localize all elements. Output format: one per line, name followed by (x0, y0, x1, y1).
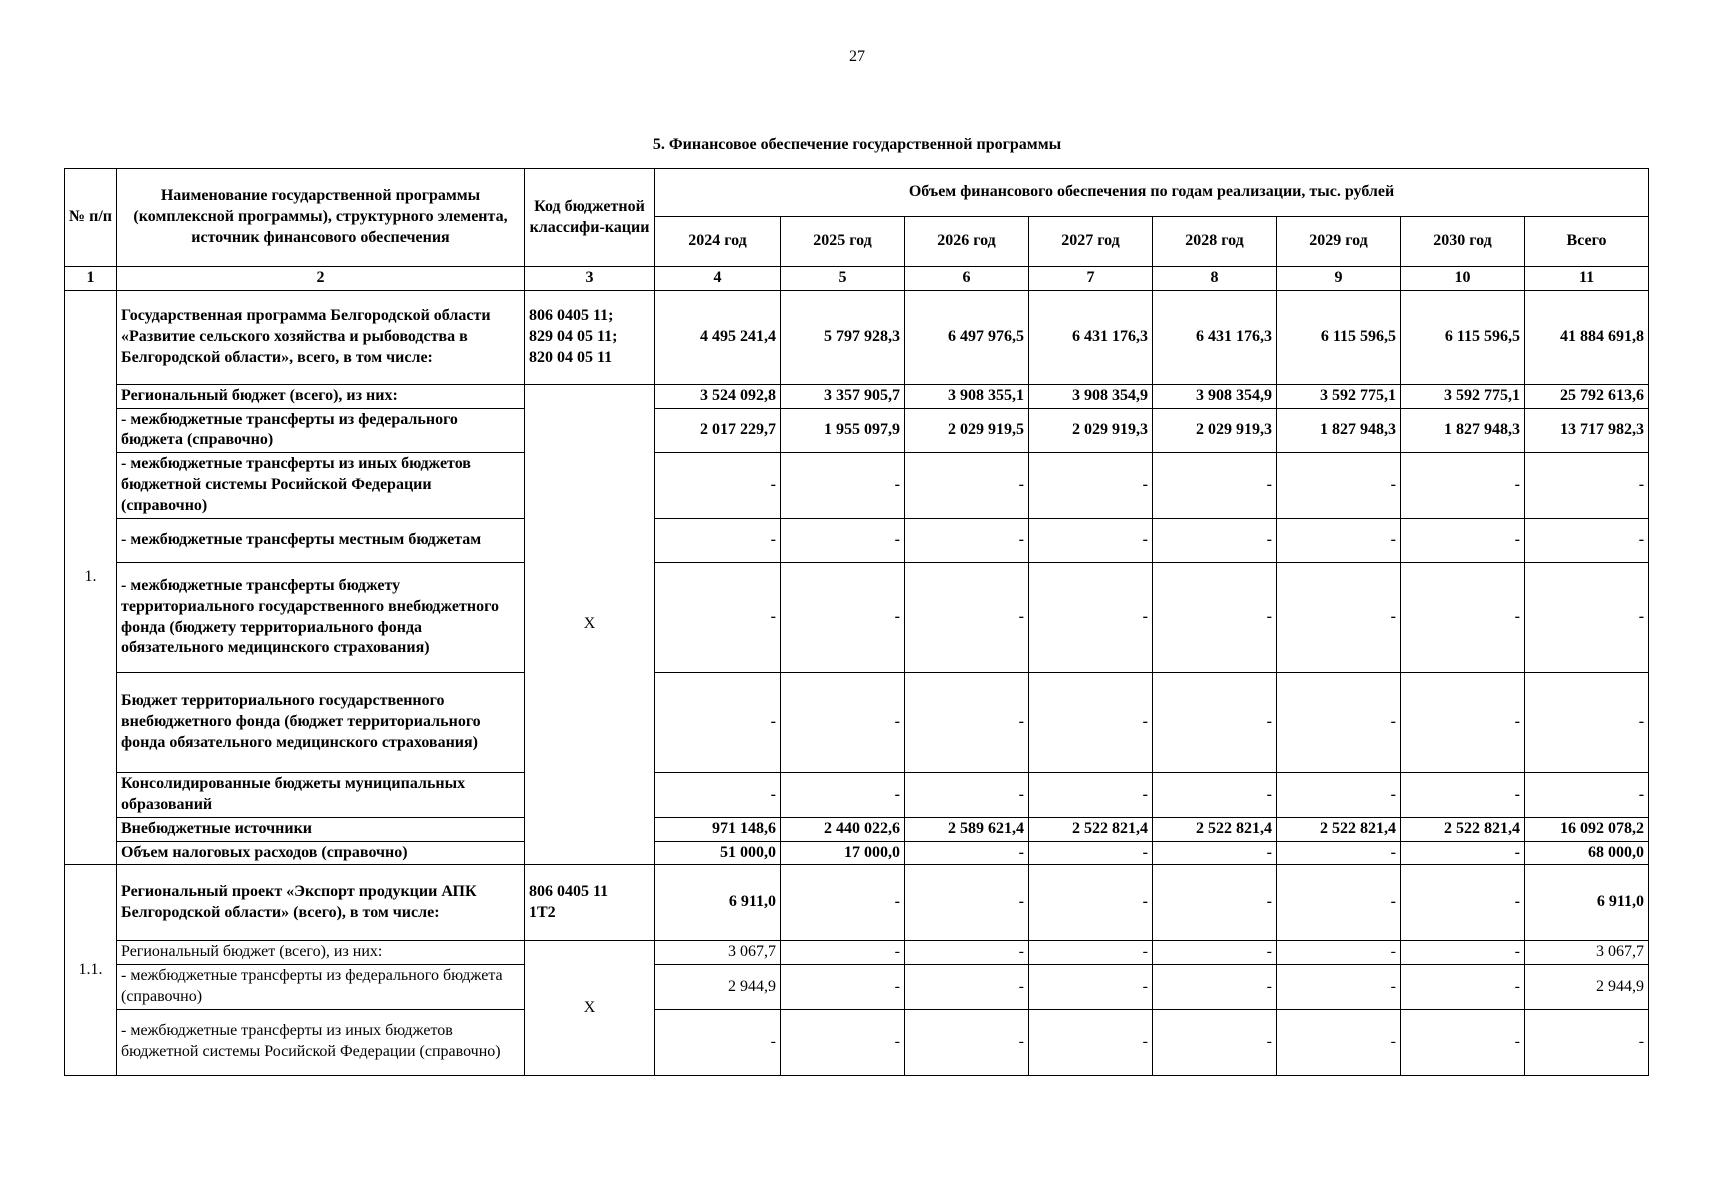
year-value: - (1029, 773, 1153, 818)
year-value: - (1277, 519, 1401, 563)
budget-code: 806 0405 11 1Т2 (525, 865, 655, 941)
total-value: 16 092 078,2 (1525, 817, 1649, 841)
year-value: - (1029, 865, 1153, 941)
year-value: 6 431 176,3 (1153, 290, 1277, 384)
header-code: Код бюджетной классифи-кации (525, 169, 655, 267)
year-value: 17 000,0 (781, 841, 905, 865)
year-value: - (1029, 1009, 1153, 1075)
year-value: 2 522 821,4 (1029, 817, 1153, 841)
year-value: - (1401, 453, 1525, 519)
year-value: 2 944,9 (655, 965, 781, 1010)
year-value: - (655, 453, 781, 519)
year-value: - (1277, 865, 1401, 941)
code-x-mark: Х (525, 384, 655, 865)
header-year: 2024 год (655, 217, 781, 267)
year-value: 6 431 176,3 (1029, 290, 1153, 384)
page-title: 5. Финансовое обеспечение государственной программы (652, 136, 1062, 153)
header-year: 2027 год (1029, 217, 1153, 267)
year-value: - (1277, 965, 1401, 1010)
year-value: - (781, 941, 905, 965)
year-value: 3 592 775,1 (1401, 384, 1525, 408)
year-value: - (905, 773, 1029, 818)
table-row (65, 865, 1649, 941)
year-value: - (1153, 865, 1277, 941)
row-name: Внебюджетные источники (117, 817, 525, 841)
year-value: - (1401, 965, 1525, 1010)
year-value: - (905, 519, 1029, 563)
row-name: Бюджет территориального государственного внебюджетного фонда (бюджет территориального фонда обязательного медицинского страхования) (117, 673, 525, 773)
table-row (65, 673, 1649, 773)
column-number: 1 (65, 267, 117, 291)
year-value: - (1277, 673, 1401, 773)
year-value: - (905, 841, 1029, 865)
table-row (65, 817, 1649, 841)
financing-table (64, 168, 1649, 1076)
year-value: - (781, 453, 905, 519)
year-value: - (1029, 841, 1153, 865)
year-value: 4 495 241,4 (655, 290, 781, 384)
year-value: - (1029, 519, 1153, 563)
row-name: - межбюджетные трансферты из иных бюджетов бюджетной системы Росийской Федерации (справочно) (117, 1009, 525, 1075)
header-year: 2028 год (1153, 217, 1277, 267)
year-value: - (1153, 941, 1277, 965)
column-number: 5 (781, 267, 905, 291)
year-value: 3 524 092,8 (655, 384, 781, 408)
section-1-number: 1. (65, 290, 117, 865)
year-value: - (1401, 865, 1525, 941)
total-value: 3 067,7 (1525, 941, 1649, 965)
year-value: - (655, 673, 781, 773)
table-row (65, 408, 1649, 453)
row-name: Региональный бюджет (всего), из них: (117, 384, 525, 408)
row-name: Объем налоговых расходов (справочно) (117, 841, 525, 865)
header-volume: Объем финансового обеспечения по годам реализации, тыс. рублей (655, 169, 1649, 217)
total-value: - (1525, 563, 1649, 673)
year-value: - (905, 453, 1029, 519)
total-value: - (1525, 1009, 1649, 1075)
row-name: - межбюджетные трансферты из иных бюджетов бюджетной системы Росийской Федерации (справочно) (117, 453, 525, 519)
year-value: - (1401, 563, 1525, 673)
row-name: - межбюджетные трансферты из федерального бюджета (справочно) (117, 408, 525, 453)
year-value: 3 908 354,9 (1153, 384, 1277, 408)
year-value: - (781, 563, 905, 673)
year-value: 2 522 821,4 (1277, 817, 1401, 841)
year-value: 3 908 355,1 (905, 384, 1029, 408)
year-value: 971 148,6 (655, 817, 781, 841)
table-row (65, 773, 1649, 818)
year-value: - (1401, 673, 1525, 773)
year-value: - (1277, 453, 1401, 519)
table-row (65, 519, 1649, 563)
year-value: - (781, 965, 905, 1010)
year-value: 6 115 596,5 (1277, 290, 1401, 384)
table-row (65, 941, 1649, 965)
header-year: Всего (1525, 217, 1649, 267)
year-value: - (1153, 965, 1277, 1010)
year-value: - (655, 1009, 781, 1075)
section-1-1-number: 1.1. (65, 865, 117, 1075)
year-value: - (781, 865, 905, 941)
table-row (65, 453, 1649, 519)
year-value: - (1401, 841, 1525, 865)
year-value: - (1029, 965, 1153, 1010)
year-value: 6 911,0 (655, 865, 781, 941)
header-year: 2030 год (1401, 217, 1525, 267)
table-row (65, 965, 1649, 1010)
total-value: - (1525, 453, 1649, 519)
year-value: - (905, 941, 1029, 965)
year-value: - (1153, 453, 1277, 519)
column-number: 8 (1153, 267, 1277, 291)
year-value: 1 827 948,3 (1401, 408, 1525, 453)
year-value: - (1153, 519, 1277, 563)
year-value: 2 029 919,3 (1029, 408, 1153, 453)
budget-code: 806 0405 11; 829 04 05 11; 820 04 05 11 (525, 290, 655, 384)
code-x-mark: Х (525, 941, 655, 1075)
year-value: - (1401, 1009, 1525, 1075)
year-value: - (905, 1009, 1029, 1075)
year-value: 2 029 919,3 (1153, 408, 1277, 453)
year-value: 6 497 976,5 (905, 290, 1029, 384)
column-number: 10 (1401, 267, 1525, 291)
row-name: - межбюджетные трансферты местным бюджетам (117, 519, 525, 563)
year-value: - (1029, 941, 1153, 965)
year-value: - (1153, 773, 1277, 818)
year-value: - (1401, 773, 1525, 818)
year-value: 3 357 905,7 (781, 384, 905, 408)
year-value: 2 017 229,7 (655, 408, 781, 453)
header-name: Наименование государственной программы (комплексной программы), структурного элемента, источник финансового обеспечения (117, 169, 525, 267)
year-value: - (1153, 673, 1277, 773)
year-value: - (1401, 519, 1525, 563)
year-value: 3 908 354,9 (1029, 384, 1153, 408)
total-value: - (1525, 773, 1649, 818)
header-year: 2026 год (905, 217, 1029, 267)
table-row (65, 841, 1649, 865)
year-value: - (905, 563, 1029, 673)
year-value: - (655, 563, 781, 673)
column-number: 11 (1525, 267, 1649, 291)
year-value: - (1029, 673, 1153, 773)
year-value: 1 827 948,3 (1277, 408, 1401, 453)
column-number: 3 (525, 267, 655, 291)
total-value: 6 911,0 (1525, 865, 1649, 941)
row-name: Государственная программа Белгородской области «Развитие сельского хозяйства и рыбоводства в Белгородской области», всего, в том числе: (117, 290, 525, 384)
table-row (65, 1009, 1649, 1075)
header-year: 2029 год (1277, 217, 1401, 267)
page-number: 27 (849, 48, 865, 65)
year-value: - (781, 519, 905, 563)
row-name: Региональный проект «Экспорт продукции АПК Белгородской области» (всего), в том числе: (117, 865, 525, 941)
header-year: 2025 год (781, 217, 905, 267)
year-value: 5 797 928,3 (781, 290, 905, 384)
year-value: - (781, 773, 905, 818)
year-value: - (905, 673, 1029, 773)
year-value: 1 955 097,9 (781, 408, 905, 453)
total-value: 2 944,9 (1525, 965, 1649, 1010)
year-value: - (1153, 563, 1277, 673)
total-value: 25 792 613,6 (1525, 384, 1649, 408)
column-number: 9 (1277, 267, 1401, 291)
year-value: - (655, 519, 781, 563)
year-value: 2 522 821,4 (1153, 817, 1277, 841)
year-value: 2 589 621,4 (905, 817, 1029, 841)
year-value: 2 029 919,5 (905, 408, 1029, 453)
year-value: - (1277, 941, 1401, 965)
year-value: - (1153, 1009, 1277, 1075)
table-row (65, 290, 1649, 384)
row-name: - межбюджетные трансферты бюджету территориального государственного внебюджетного фонда (бюджету территориального фонда обязательного медицинского страхования) (117, 563, 525, 673)
year-value: - (1029, 453, 1153, 519)
year-value: - (781, 673, 905, 773)
column-number: 4 (655, 267, 781, 291)
year-value: - (905, 965, 1029, 1010)
row-name: Консолидированные бюджеты муниципальных образований (117, 773, 525, 818)
total-value: 41 884 691,8 (1525, 290, 1649, 384)
total-value: 68 000,0 (1525, 841, 1649, 865)
year-value: - (1277, 773, 1401, 818)
total-value: 13 717 982,3 (1525, 408, 1649, 453)
total-value: - (1525, 519, 1649, 563)
table-row (65, 563, 1649, 673)
year-value: - (781, 1009, 905, 1075)
year-value: 51 000,0 (655, 841, 781, 865)
year-value: - (1277, 563, 1401, 673)
year-value: 3 067,7 (655, 941, 781, 965)
total-value: - (1525, 673, 1649, 773)
year-value: - (1401, 941, 1525, 965)
year-value: 2 522 821,4 (1401, 817, 1525, 841)
year-value: - (1153, 841, 1277, 865)
row-name: - межбюджетные трансферты из федерального бюджета (справочно) (117, 965, 525, 1010)
year-value: 2 440 022,6 (781, 817, 905, 841)
year-value: - (905, 865, 1029, 941)
year-value: 6 115 596,5 (1401, 290, 1525, 384)
table-row (65, 384, 1649, 408)
header-num: № п/п (65, 169, 117, 267)
year-value: 3 592 775,1 (1277, 384, 1401, 408)
year-value: - (1029, 563, 1153, 673)
year-value: - (1277, 1009, 1401, 1075)
year-value: - (655, 773, 781, 818)
column-number: 2 (117, 267, 525, 291)
column-number: 7 (1029, 267, 1153, 291)
column-number: 6 (905, 267, 1029, 291)
row-name: Региональный бюджет (всего), из них: (117, 941, 525, 965)
year-value: - (1277, 841, 1401, 865)
